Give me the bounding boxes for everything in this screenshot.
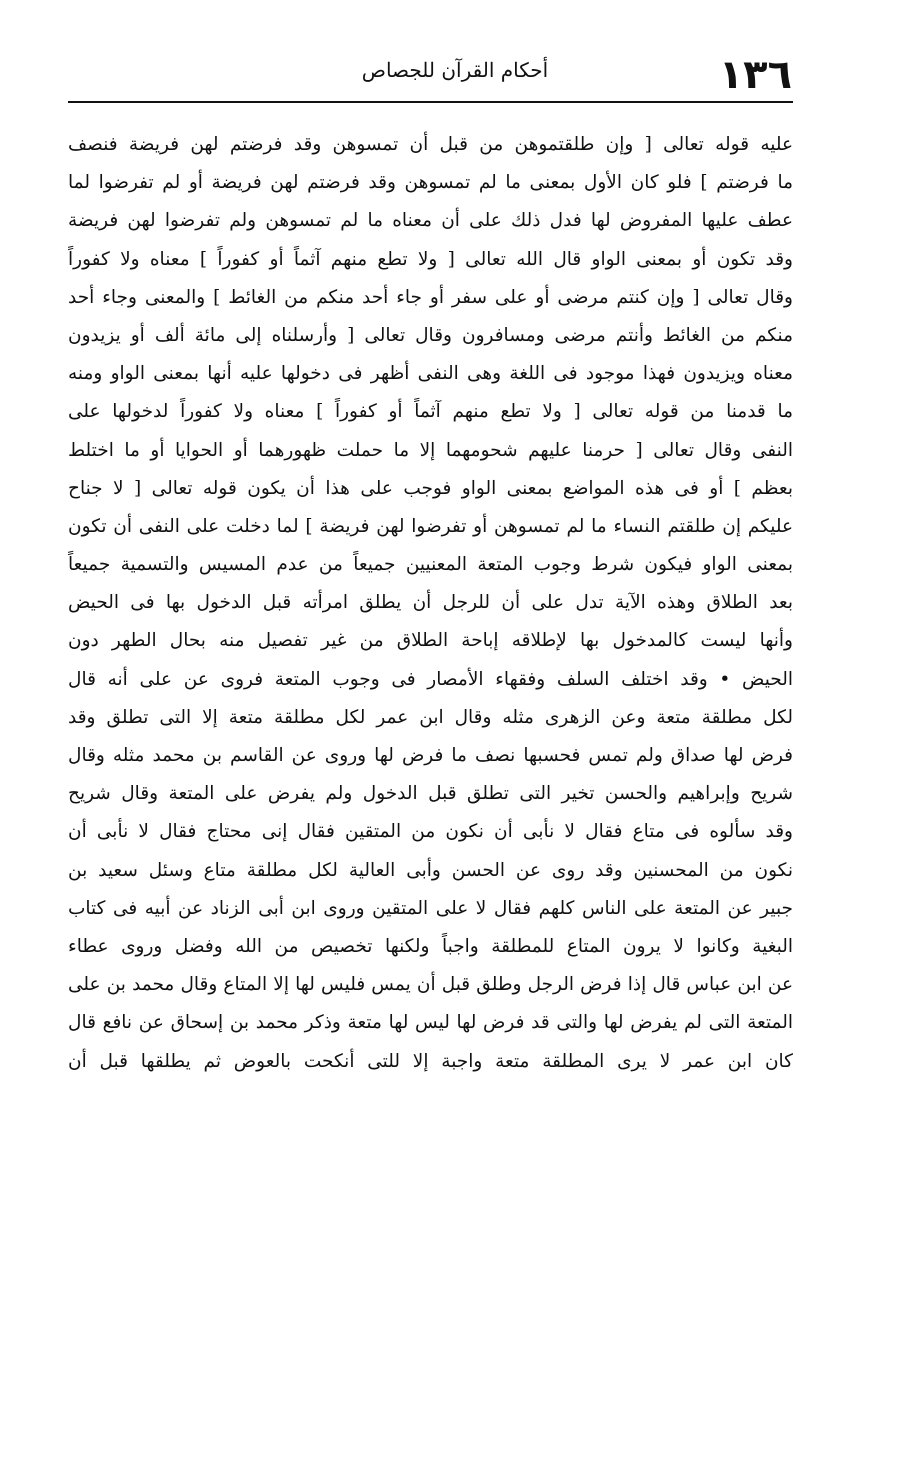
- text-line: بعظم ] أو فى هذه المواضع بمعنى الواو فوجب على هذا أن يكون قوله تعالى [ لا جناح: [68, 477, 793, 499]
- text-line: منكم من الغائط وأنتم مرضى ومسافرون وقال تعالى [ وأرسلناه إلى مائة ألف أو يزيدون: [68, 324, 793, 346]
- text-line: بمعنى الواو فيكون شرط وجوب المتعة المعنيين جميعاً من عدم المسيس والتسمية جميعاً: [68, 554, 793, 576]
- text-line: عن ابن عباس قال إذا فرض الرجل وطلق قبل أن يمس فليس لها إلا المتاع وقال محمد بن على: [68, 974, 793, 996]
- text-line: ما فرضتم ] فلو كان الأول بمعنى ما لم تمسوهن وقد فرضتم لهن فريضة أو لم تفرضوا لما: [68, 172, 793, 194]
- text-line: شريح وإبراهيم والحسن تخير التى تطلق قبل الدخول ولم يفرض على المتعة وقال شريح: [68, 783, 793, 805]
- text-line: لكل مطلقة متعة وعن الزهرى مثله وقال ابن عمر لكل مطلقة متعة إلا التى تطلق وقد: [68, 706, 793, 728]
- text-line: وقد تكون أو بمعنى الواو قال الله تعالى [ ولا تطع منهم آثماً أو كفوراً ] معناه ولا كفوراً: [68, 248, 793, 270]
- text-line: ما قدمنا من قوله تعالى [ ولا تطع منهم آثماً أو كفوراً ] معناه ولا كفوراً لدخولها على: [68, 401, 793, 423]
- body-text: [68, 126, 793, 1081]
- text-line: بعد الطلاق وهذه الآية تدل على أن للرجل أن يطلق امرأته قبل الدخول بها فى الحيض: [68, 592, 793, 614]
- header-rule: [68, 101, 793, 103]
- text-line: فرض لها صداق ولم تمس فحسبها نصف ما فرض لها وروى عن القاسم بن محمد مثله وقال: [68, 745, 793, 766]
- text-line: وأنها ليست كالمدخول بها لإطلاقه إباحة الطلاق من غير تفصيل منه بحال الطهر دون: [68, 630, 793, 652]
- text-line: عليكم إن طلقتم النساء ما لم تمسوهن أو تفرضوا لهن فريضة ] لما دخلت على النفى أن تكون: [68, 515, 793, 537]
- text-line: نكون من المحسنين وقد روى عن الحسن وأبى العالية لكل مطلقة متاع وسئل سعيد بن: [68, 859, 793, 881]
- text-line: جبير عن المتعة على الناس كلهم فقال لا على المتقين وروى ابن أبى الزناد عن أبيه فى كتاب: [68, 897, 793, 919]
- text-line: معناه ويزيدون فهذا موجود فى اللغة وهى النفى أظهر فى دخولها عليه أنها بمعنى الواو ومنه: [68, 363, 793, 385]
- text-line: عطف عليها المفروض لها فدل ذلك على أن معناه ما لم تمسوهن ولم تفرضوا لهن فريضة: [68, 210, 793, 232]
- running-title: أحكام القرآن للجصاص: [361, 58, 549, 82]
- text-line: النفى وقال تعالى [ حرمنا عليهم شحومهما إلا ما حملت ظهورهما أو الحوايا أو ما اختلط: [68, 439, 793, 461]
- page-number: ١٣٦: [718, 52, 792, 98]
- text-line: عليه قوله تعالى [ وإن طلقتموهن من قبل أن تمسوهن وقد فرضتم لهن فريضة فنصف: [68, 134, 793, 155]
- text-line: المتعة التى لم يفرض لها والتى قد فرض لها ليس لها متعة وذكر محمد بن إسحاق عن نافع قال: [68, 1012, 793, 1034]
- text-line: الحيض • وقد اختلف السلف وفقهاء الأمصار فى وجوب المتعة فروى عن على أنه قال: [68, 668, 793, 690]
- text-line: وقد سألوه فى متاع فقال لا نأبى أن نكون من المتقين فقال إنى محتاج فقال لا نأبى أن: [68, 821, 793, 843]
- text-line: كان ابن عمر لا يرى المطلقة متعة واجبة إلا للتى أنكحت بالعوض ثم يطلقها قبل أن: [68, 1050, 793, 1072]
- text-line: البغية وكانوا لا يرون المتاع للمطلقة واجباً ولكنها تخصيص من الله وفضل وروى عطاء: [68, 935, 793, 957]
- text-line: وقال تعالى [ وإن كنتم مرضى أو على سفر أو جاء أحد منكم من الغائط ] والمعنى وجاء أحد: [68, 286, 793, 308]
